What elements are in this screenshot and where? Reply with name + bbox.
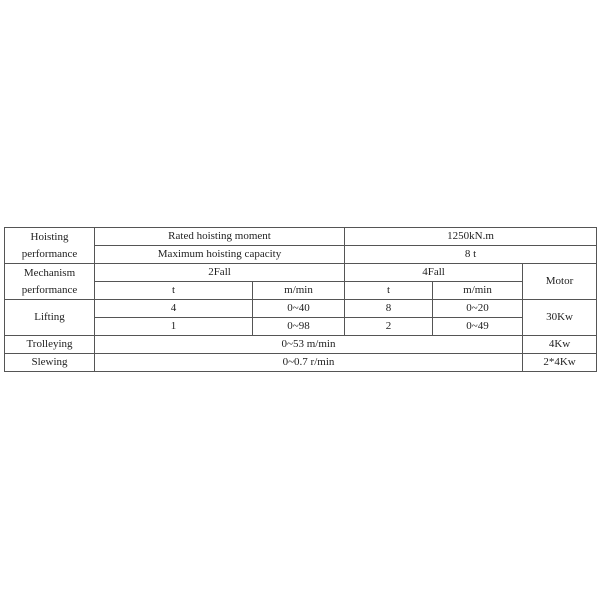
table-row <box>5 264 597 282</box>
hoisting-label-line1: Hoisting <box>30 230 69 243</box>
mechanism-performance-cell <box>5 264 95 300</box>
fall2-header: 2Fall <box>95 264 345 282</box>
unit-speed-4fall: m/min <box>433 282 523 300</box>
table-row <box>5 336 597 354</box>
mechanism-label-line2: performance <box>21 283 78 296</box>
mechanism-label-line1: Mechanism <box>23 266 76 279</box>
trolleying-motor: 4Kw <box>523 336 597 354</box>
fall4-header: 4Fall <box>345 264 523 282</box>
lifting-t-4fall: 8 <box>345 300 433 318</box>
table-row <box>5 228 597 246</box>
crane-spec-table <box>4 227 597 372</box>
table-row <box>5 354 597 372</box>
unit-speed-2fall: m/min <box>253 282 345 300</box>
lifting-label: Lifting <box>5 300 95 336</box>
lifting-t-2fall: 4 <box>95 300 253 318</box>
lifting-speed-4fall: 0~20 <box>433 300 523 318</box>
motor-header: Motor <box>523 264 597 300</box>
lifting-t-2fall: 1 <box>95 318 253 336</box>
rated-moment-label: Rated hoisting moment <box>95 228 345 246</box>
slewing-motor: 2*4Kw <box>523 354 597 372</box>
unit-t-4fall: t <box>345 282 433 300</box>
max-capacity-label: Maximum hoisting capacity <box>95 246 345 264</box>
lifting-motor: 30Kw <box>523 300 597 336</box>
lifting-speed-4fall: 0~49 <box>433 318 523 336</box>
slewing-label: Slewing <box>5 354 95 372</box>
lifting-t-4fall: 2 <box>345 318 433 336</box>
slewing-speed: 0~0.7 r/min <box>95 354 523 372</box>
trolleying-label: Trolleying <box>5 336 95 354</box>
max-capacity-value: 8 t <box>345 246 597 264</box>
table-row <box>5 300 597 318</box>
hoisting-performance-cell <box>5 228 95 264</box>
hoisting-label-line2: performance <box>21 247 78 260</box>
lifting-speed-2fall: 0~40 <box>253 300 345 318</box>
rated-moment-value: 1250kN.m <box>345 228 597 246</box>
unit-t-2fall: t <box>95 282 253 300</box>
lifting-speed-2fall: 0~98 <box>253 318 345 336</box>
trolleying-speed: 0~53 m/min <box>95 336 523 354</box>
